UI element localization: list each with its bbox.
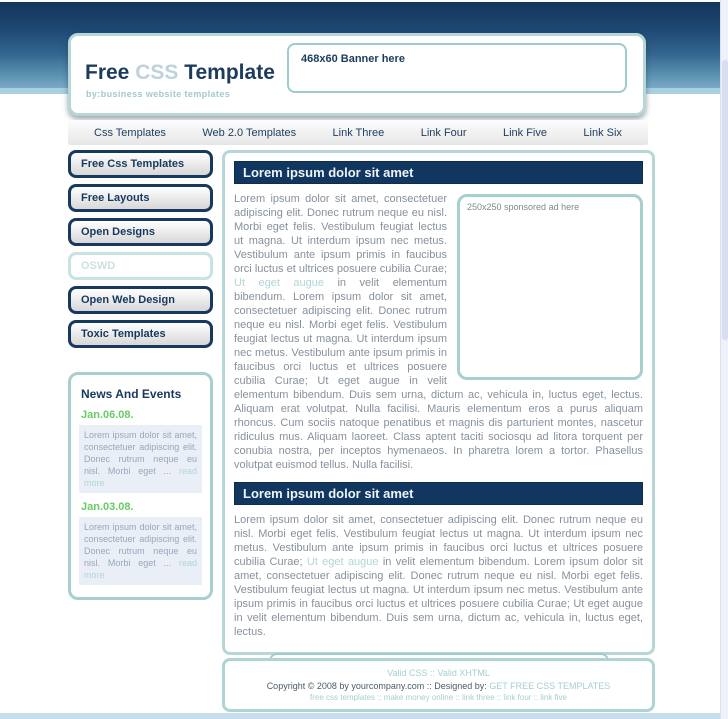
- nav-link-web20-templates[interactable]: Web 2.0 Templates: [202, 126, 297, 139]
- top-banner-ad[interactable]: [287, 43, 627, 93]
- read-more-link[interactable]: read more: [84, 466, 197, 488]
- header: [68, 33, 646, 116]
- nav-link-six[interactable]: Link Six: [583, 126, 622, 139]
- bottom-light-stripe: [0, 713, 728, 719]
- paragraph-text: Lorem ipsum dolor sit amet, consectetuer adipiscing elit. Donec rutrum neque eu nisl. Morbi eget felis. Vestibulum feugiat lectus ut magna. Ut interdum ipsum nec metus. Vestibulum ante ipsum primis in faucibus orci luctus et ultrices posuere cubilia Curae;: [234, 514, 643, 568]
- sidebar: [68, 150, 213, 354]
- section-heading: Lorem ipsum dolor sit amet: [234, 161, 643, 184]
- nav-link-four[interactable]: Link Four: [420, 126, 467, 139]
- footer-link-make-money-online[interactable]: make money online: [383, 693, 454, 702]
- footer-validation-line: [225, 668, 652, 678]
- sponsored-ad-label: 250x250 sponsored ad here: [467, 202, 580, 212]
- footer-links-line: [225, 693, 652, 702]
- footer-link-five[interactable]: link five: [540, 693, 568, 702]
- footer-separator: ::: [494, 693, 504, 702]
- main-nav: [68, 120, 648, 145]
- sidebar-item-free-layouts[interactable]: Free Layouts: [68, 184, 213, 212]
- footer-copyright-line: [225, 681, 652, 691]
- footer-separator: ::: [374, 693, 384, 702]
- paragraph-text: in velit elementum bibendum. Lorem ipsum dolor sit amet, consectetuer adipiscing elit. Donec rutrum neque eu nisl. Morbi eget felis. Vestibulum feugiat lectus ut magna. Ut interdum ipsum nec metus. Vestibulum ante ipsum primis in faucibus orci luctus et ultrices posuere cubilia Curae; Ut eget augue in velit elementum bibendum. Duis sem urna, dictum ac, vehicula in, luctus eget, lectus.: [234, 556, 643, 638]
- logo-word-free: Free: [85, 61, 130, 84]
- news-item-date: Jan.06.08.: [81, 409, 134, 421]
- site-logo[interactable]: [85, 61, 275, 85]
- logo-word-template: Template: [184, 61, 275, 84]
- logo-word-css: CSS: [135, 61, 179, 84]
- section-heading: Lorem ipsum dolor sit amet: [234, 482, 643, 505]
- site-tagline: by:business website templates: [86, 89, 231, 99]
- top-banner-label: 468x60 Banner here: [301, 53, 405, 65]
- footer-link-four[interactable]: link four: [503, 693, 532, 702]
- nav-link-css-templates[interactable]: Css Templates: [94, 126, 166, 139]
- paragraph-text: Lorem ipsum dolor sit amet, consectetuer adipiscing elit. Donec rutrum neque eu nisl. Morbi eget felis. Vestibulum feugiat lectus ut magna. Ut interdum ipsum nec metus. Vestibulum ante ipsum primis in faucibus orci luctus et ultrices posuere cubilia Curae;: [234, 193, 447, 275]
- read-more-link[interactable]: read more: [84, 558, 197, 580]
- valid-css-link[interactable]: Valid CSS: [387, 668, 428, 678]
- news-item: [79, 409, 202, 493]
- footer-link-free-css-templates[interactable]: free css templates: [309, 693, 375, 702]
- section-paragraph: [234, 513, 643, 639]
- footer: [222, 658, 655, 712]
- vertical-scrollbar[interactable]: [720, 0, 728, 719]
- valid-xhtml-link[interactable]: Valid XHTML: [437, 668, 490, 678]
- scrollbar-thumb[interactable]: [722, 60, 728, 340]
- nav-link-three[interactable]: Link Three: [332, 126, 385, 139]
- copyright-text: Copyright © 2008 by yourcompany.com :: Designed by:: [266, 681, 490, 691]
- paragraph-text: in velit elementum bibendum. Lorem ipsum dolor sit amet, consectetuer adipiscing elit. Donec rutrum neque eu nisl. Morbi eget felis. Vestibulum feugiat lectus ut magna. Ut interdum ipsum nec metus. Vestibulum ante ipsum primis in faucibus orci luctus et ultrices posuere cubilia Curae; Ut eget augue in velit elementum bibendum. Duis sem urna, dictum ac, vehicula in, luctus eget, lectus. Aliquam erat volutpat. Nulla facilisi. Mauris elementum eros a purus aliquam rhoncus. Cum sociis natoque penatibus et magnis dis parturient montes, nascetur ridiculus mus. Aliquam laoreet. Class aptent taciti sociosqu ad litora torquent per conubia nostra, per inceptos hymenaeos. In pharetra lorem a tortor. Phasellus volutpat euismod tellus. Nulla facilisi.: [234, 277, 643, 471]
- news-item: [79, 501, 202, 585]
- nav-link-five[interactable]: Link Five: [502, 126, 547, 139]
- sidebar-item-open-web-design[interactable]: Open Web Design: [68, 286, 213, 314]
- news-item-excerpt: Lorem ipsum dolor sit amet, consectetuer adipiscing elit. Donec rutrum neque eu nisl. Morbi eget ...: [84, 522, 197, 568]
- footer-separator: ::: [427, 668, 438, 678]
- sidebar-item-oswd[interactable]: OSWD: [68, 252, 213, 280]
- footer-link-three[interactable]: link three: [462, 693, 495, 702]
- main-content: [222, 150, 655, 655]
- inline-text-link[interactable]: Ut eget augue: [234, 277, 324, 289]
- sponsored-ad-box[interactable]: [457, 194, 643, 380]
- designer-credit-link[interactable]: GET FREE CSS TEMPLATES: [489, 681, 611, 691]
- inline-text-link[interactable]: Ut eget augue: [306, 556, 379, 568]
- news-item-text: [79, 517, 202, 585]
- news-panel-title: News And Events: [81, 387, 182, 401]
- news-item-text: [79, 425, 202, 493]
- sidebar-item-toxic-templates[interactable]: Toxic Templates: [68, 320, 213, 348]
- sidebar-item-open-designs[interactable]: Open Designs: [68, 218, 213, 246]
- news-and-events-panel: [68, 372, 213, 600]
- footer-separator: ::: [453, 693, 463, 702]
- footer-separator: ::: [531, 693, 541, 702]
- sidebar-item-free-css-templates[interactable]: Free Css Templates: [68, 150, 213, 178]
- news-item-excerpt: Lorem ipsum dolor sit amet, consectetuer adipiscing elit. Donec rutrum neque eu nisl. Morbi eget ...: [84, 430, 197, 476]
- news-item-date: Jan.03.08.: [81, 501, 134, 513]
